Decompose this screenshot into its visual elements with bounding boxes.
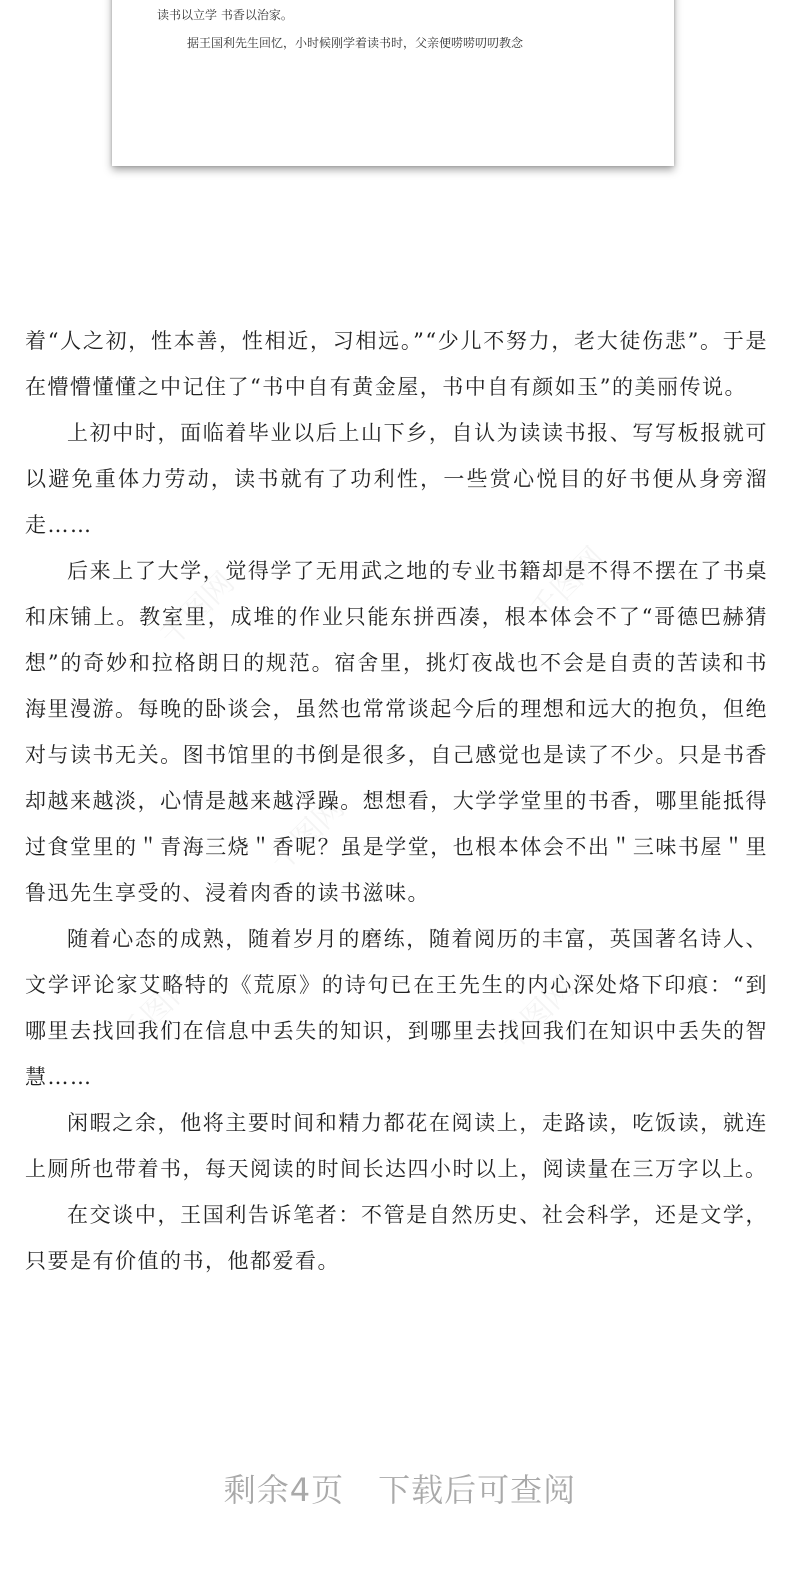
paragraph: 闲暇之余，他将主要时间和精力都花在阅读上，走路读，吃饭读，就连上厕所也带着书，每天阅读的时间长达四小时以上，阅读量在三万字以上。	[25, 1111, 768, 1181]
download-prompt[interactable]	[0, 1465, 800, 1511]
remaining-pages-label: 剩余4页	[223, 1471, 345, 1509]
paragraph: 着“人之初，性本善，性相近，习相远。”“少儿不努力，老大徒伤悲”。于是在懵懵懂懂之中记住了“书中自有黄金屋，书中自有颜如玉”的美丽传说。	[25, 329, 768, 399]
article-body	[25, 318, 768, 1284]
paragraph: 后来上了大学，觉得学了无用武之地的专业书籍却是不得不摆在了书桌和床铺上。教室里，成堆的作业只能东拼西凑，根本体会不了“哥德巴赫猜想”的奇妙和拉格朗日的规范。宿舍里，挑灯夜战也不会是自责的苦读和书海里漫游。每晚的卧谈会，虽然也常常谈起今后的理想和远大的抱负，但绝对与读书无关。图书馆里的书倒是很多，自己感觉也是读了不少。只是书香却越来越淡，心情是越来越浮躁。想想看，大学学堂里的书香，哪里能抵得过食堂里的＂青海三烧＂香呢？虽是学堂，也根本体会不出＂三味书屋＂里鲁迅先生享受的、浸着肉香的读书滋味。	[25, 559, 768, 905]
preview-page-card	[112, 0, 674, 166]
preview-line-2: 读书以立学 书香以治家。	[157, 8, 293, 22]
preview-line-3: 据王国利先生回忆，小时候刚学着读书时，父亲便唠唠叨叨教念	[187, 36, 524, 50]
paragraph: 随着心态的成熟，随着岁月的磨练，随着阅历的丰富，英国著名诗人、文学评论家艾略特的《荒原》的诗句已在王先生的内心深处烙下印痕：“到哪里去找回我们在信息中丢失的知识，到哪里去找回我们在知识中丢失的智慧……	[25, 927, 768, 1089]
paragraph: 在交谈中，王国利告诉笔者：不管是自然历史、社会科学，还是文学，只要是有价值的书，他都爱看。	[25, 1203, 768, 1273]
download-hint-label: 下载后可查阅	[378, 1471, 577, 1509]
paragraph: 上初中时，面临着毕业以后上山下乡，自认为读读书报、写写板报就可以避免重体力劳动，读书就有了功利性，一些赏心悦目的好书便从身旁溜走……	[25, 421, 768, 537]
